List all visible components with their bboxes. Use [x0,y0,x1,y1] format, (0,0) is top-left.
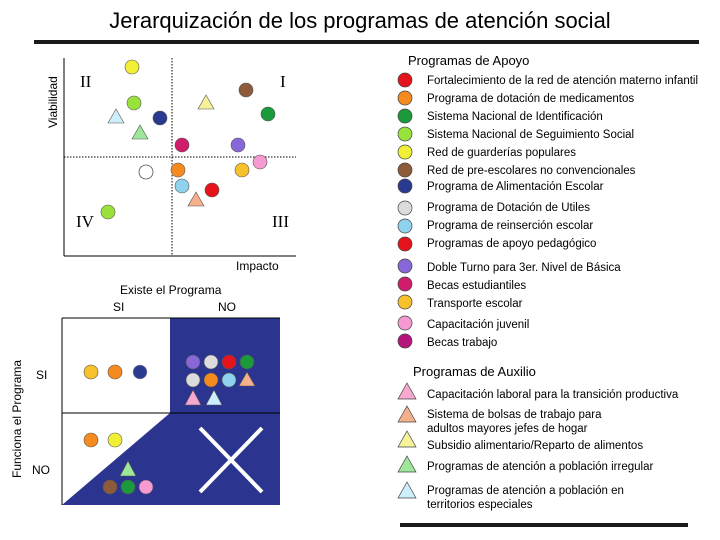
legend-label-doble-turno: Doble Turno para 3er. Nivel de Básica [427,262,621,274]
bottom-divider [400,523,688,527]
legend-label-bolsas-trabajo: Sistema de bolsas de trabajo para adultos mayores jefes de hogar [427,409,602,435]
legend-label-irregular: Programas de atención a población irregular [427,461,654,473]
legend-label-dotacion-utiles: Programa de Dotación de Utiles [427,202,590,214]
legend-label-medicamentos: Programa de dotación de medicamentos [427,93,635,105]
legend-marker-capacitacion-laboral [398,383,416,399]
legend-label-capacitacion-laboral: Capacitación laboral para la transición productiva [427,389,679,401]
grid-row-si: SI [36,368,48,382]
legend-auxilio-title: Programas de Auxilio [413,364,536,379]
matrix-x-axis-label: Impacto [236,259,279,273]
legend-label-alimentacion: Programa de Alimentación Escolar [427,181,604,193]
legend-label-guarderias: Red de guarderías populares [427,147,576,159]
legend-marker-territorios [398,482,416,498]
legend-marker-irregular [398,456,416,472]
legend-label-seguimiento: Sistema Nacional de Seguimiento Social [427,129,635,141]
quadrant-label-i: I [280,72,286,91]
grid-column-no: NO [218,300,236,314]
grid-column-si: SI [113,300,125,314]
quadrant-label-ii: II [80,72,92,91]
legend-label-becas-trabajo: Becas trabajo [427,337,498,349]
legend-label-territorios: Programas de atención a población en territorios especiales [427,485,624,511]
legend-label-reinsercion: Programa de reinserción escolar [427,220,594,232]
quadrant-label-iii: III [272,212,289,231]
legend-marker-bolsas-trabajo [398,406,416,422]
legend-label-preescolares: Red de pre-escolares no convencionales [427,165,636,177]
page-title: Jerarquización de los programas de atención social [109,8,611,33]
legend-label-transporte: Transporte escolar [427,298,523,310]
legend-apoyo-title: Programas de Apoyo [408,53,530,68]
matrix-y-axis-label: Viabilidad [46,76,60,128]
legend-label-materno-infantil: Fortalecimiento de la red de atención materno infantil [427,75,699,87]
legend-marker-subsidio [398,431,416,447]
grid-column-header: Existe el Programa [120,283,222,297]
legend-label-apoyo-pedagogico: Programas de apoyo pedagógico [427,238,597,250]
grid-row-no: NO [32,463,50,477]
legend-label-capacitacion-juvenil: Capacitación juvenil [427,319,530,331]
legend-label-becas: Becas estudiantiles [427,280,527,292]
legend-label-identificacion: Sistema Nacional de Identificación [427,111,603,123]
legend-label-subsidio: Subsidio alimentario/Reparto de alimentos [427,440,644,452]
quadrant-label-iv: IV [76,212,94,231]
grid-row-axis-label: Funciona el Programa [10,359,24,478]
